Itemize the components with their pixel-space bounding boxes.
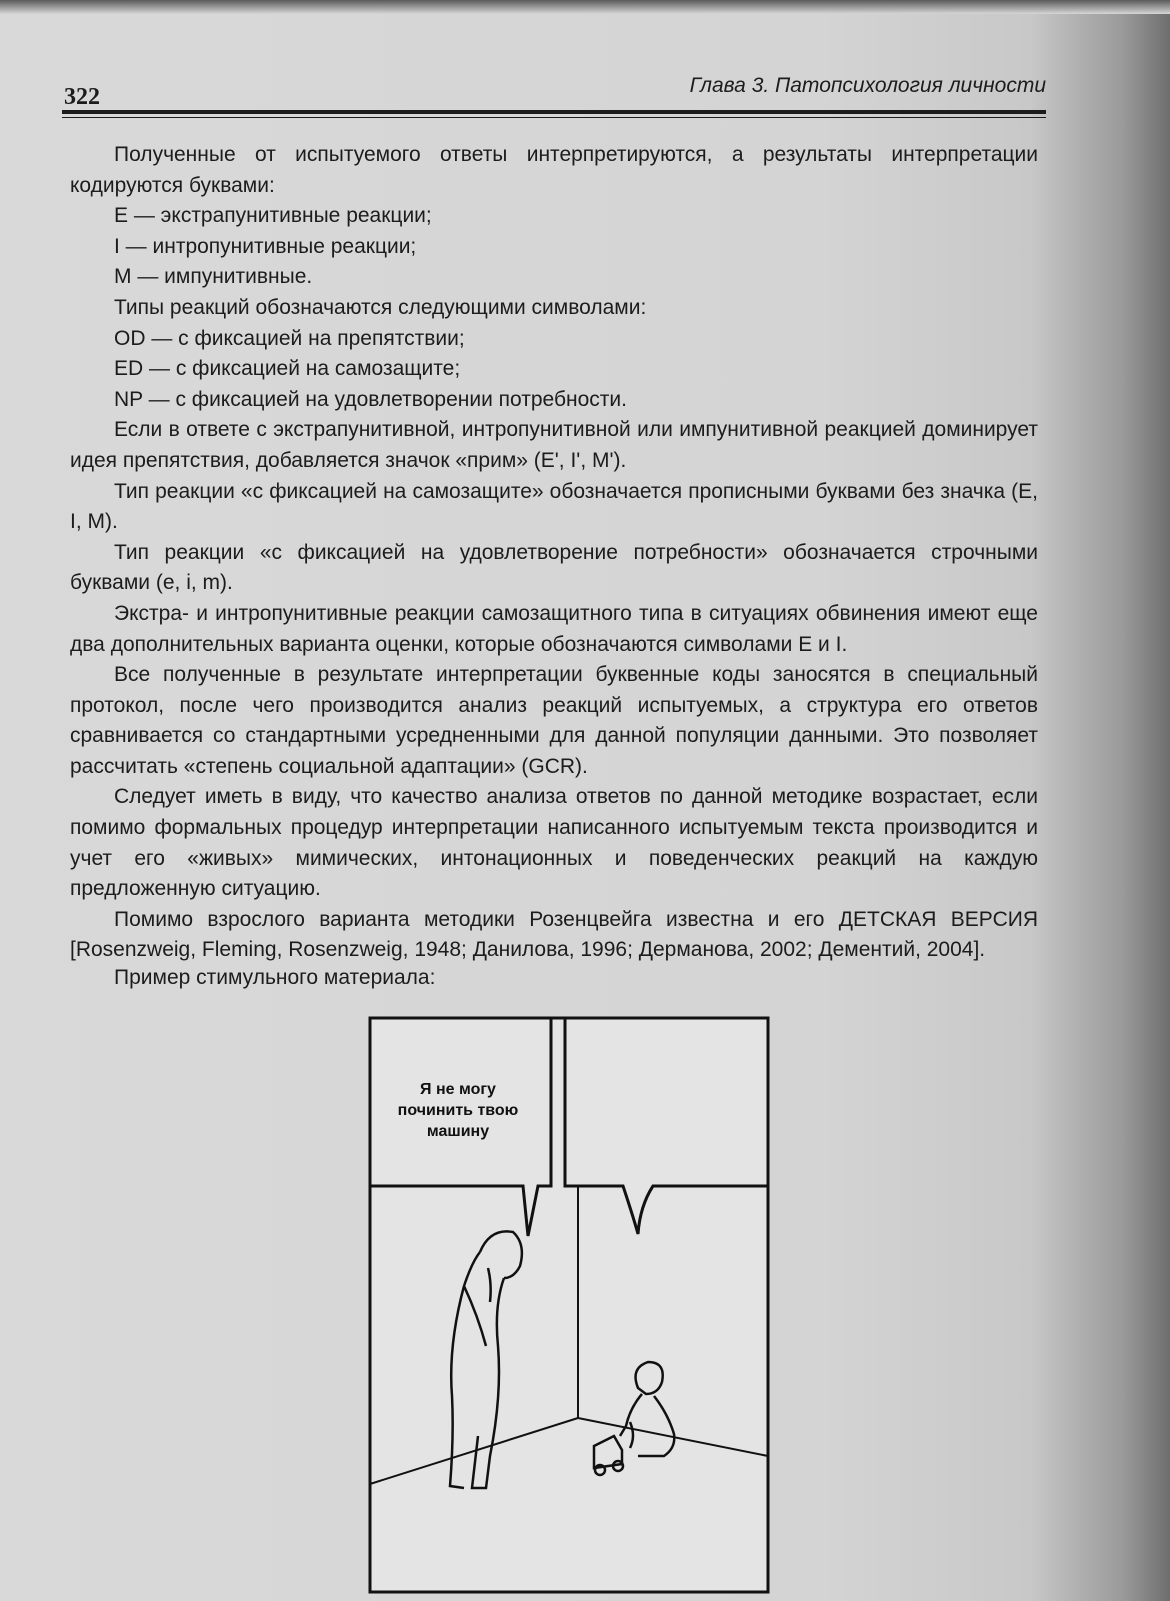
paragraph-need: Тип реакции «с фиксацией на удовлетворение потребности» обозначается строчными буквами (e, i, m).	[70, 540, 1038, 595]
list-item-i: I — интропунитивные реакции;	[114, 234, 417, 258]
page-number: 322	[64, 84, 100, 110]
paragraph-types-intro: Типы реакций обозначаются следующими символами:	[114, 295, 647, 319]
header-rule-thin	[62, 117, 1046, 118]
list-item-m: M — импунитивные.	[114, 265, 313, 289]
figure-caption: Пример стимульного материала:	[114, 966, 436, 989]
stimulus-illustration	[368, 1016, 772, 1596]
speech-bubble-text-line3: машину	[426, 1123, 490, 1140]
list-item-od: OD — с фиксацией на препятствии;	[114, 326, 465, 350]
stimulus-figure	[368, 1016, 772, 1601]
paragraph-child-version: Помимо взрослого варианта методики Розенцвейга известна и его ДЕТСКАЯ ВЕРСИЯ [Rosenzweig, Fleming, Rosenzweig, 1948; Данилова, 1996; Дерманова, 2002; Дементий, 2004].	[70, 907, 1038, 962]
page-top-shadow	[0, 0, 1170, 14]
speech-bubble-text-line1: Я не могу	[420, 1081, 496, 1098]
list-item-ed: ED — с фиксацией на самозащите;	[114, 357, 461, 381]
paragraph-prim: Если в ответе с экстрапунитивной, интропунитивной или импунитивной реакцией доминирует идея препятствия, добавляется значок «прим» (E', I', M').	[70, 418, 1038, 472]
body-text	[70, 140, 1038, 966]
list-item-e: E — экстрапунитивные реакции;	[114, 204, 432, 228]
paragraph-selfdefense: Тип реакции «с фиксацией на самозащите» обозначается прописными буквами без значка (E, I, M).	[70, 479, 1038, 534]
speech-bubble-text-line2: починить твою	[397, 1102, 519, 1119]
running-head: Глава 3. Патопсихология личности	[689, 74, 1046, 97]
paragraph-intro: Полученные от испытуемого ответы интерпретируются, а результаты интерпретации кодируются буквами:	[70, 143, 1038, 197]
paragraph-accusation: Экстра- и интропунитивные реакции самозащитного типа в ситуациях обвинения имеют еще два дополнительных варианта оценки, которые обозначаются символами E и I.	[70, 601, 1038, 656]
paragraph-quality: Следует иметь в виду, что качество анализа ответов по данной методике возрастает, если помимо формальных процедур интерпретации написанного испытуемым текста производится и учет его «живых» мимических, интонационных и поведенческих реакций на каждую предложенную ситуацию.	[70, 785, 1038, 901]
paragraph-protocol: Все полученные в результате интерпретации буквенные коды заносятся в специальный протокол, после чего производится анализ реакций испытуемых, а структура его ответов сравнивается со стандартными усредненными для данной популяции данными. Это позволяет рассчитать «степень социальной адаптации» (GCR).	[70, 663, 1038, 778]
header-rule-thick	[62, 110, 1046, 114]
list-item-np: NP — с фиксацией на удовлетворении потребности.	[114, 387, 627, 411]
